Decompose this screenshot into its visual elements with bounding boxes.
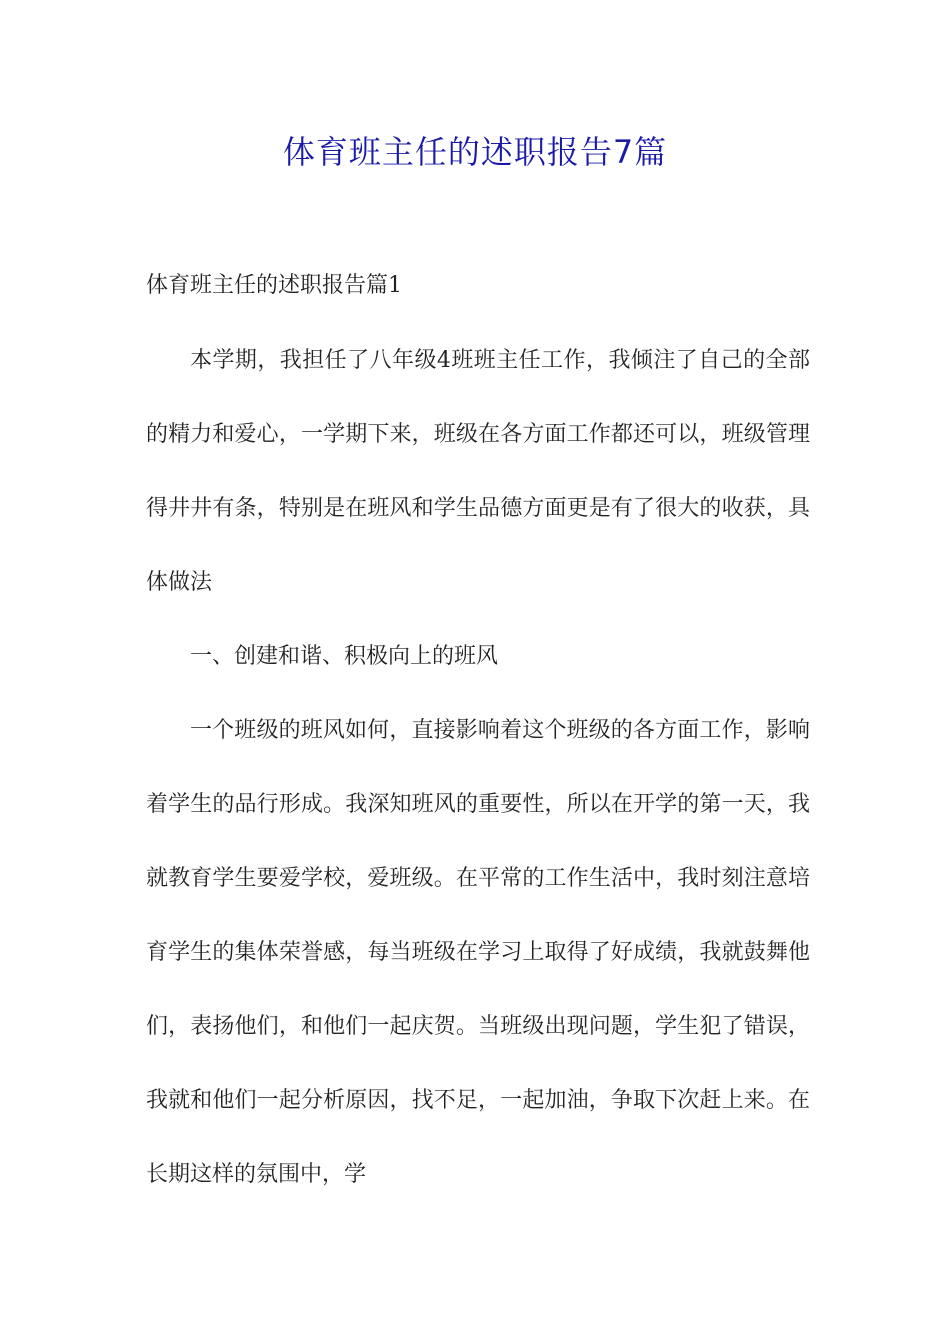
section-heading: 体育班主任的述职报告篇1 (146, 273, 402, 298)
paragraph-subheading: 一、创建和谐、积极向上的班风 (190, 644, 499, 669)
paragraph-class-spirit: 一个班级的班风如何，直接影响着这个班级的各方面工作，影响着学生的品行形成。我深知班风的重要性，所以在开学的第一天，我就教育学生要爱学校，爱班级。在平常的工作生活中，我时刻注意培育学生的集体荣誉感，每当班级在学习上取得了好成绩，我就鼓舞他们，表扬他们，和他们一起庆贺。当班级出现问题，学生犯了错误，我就和他们一起分析原因，找不足，一起加油，争取下次赶上来。在长期这样的氛围中，学 (146, 718, 810, 1187)
paragraph-intro: 本学期，我担任了八年级4班班主任工作，我倾注了自己的全部的精力和爱心，一学期下来，班级在各方面工作都还可以，班级管理得井井有条，特别是在班风和学生品德方面更是有了很大的收获，具体做法 (146, 348, 810, 595)
document-title: 体育班主任的述职报告7篇 (282, 133, 668, 171)
